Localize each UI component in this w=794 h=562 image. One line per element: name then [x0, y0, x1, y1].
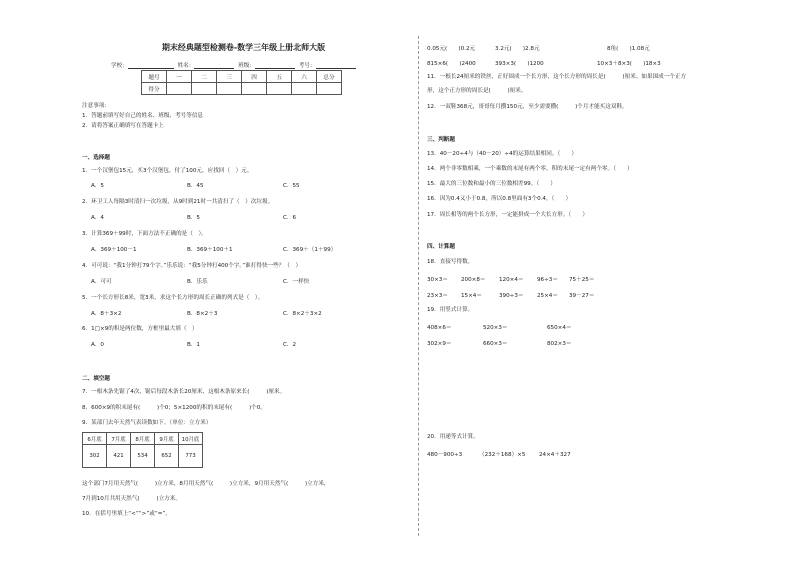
gas-cell: 302: [83, 445, 107, 468]
option[interactable]: A．369＋100－1: [91, 247, 137, 253]
calc-item: 39－27＝: [569, 293, 595, 299]
question-20: 20．用递等式计算。: [427, 434, 479, 440]
section-calc-heading: 四、计算题: [427, 244, 455, 250]
question-4: 4．可可说：“我1分钟打79个字。”乐乐说：“我5分钟打400个字。”谁打得快一些？（ ）: [82, 263, 302, 269]
gas-cell: 9月底: [155, 433, 179, 445]
question-2: 2．环卫工人每隔3时清扫一次垃圾，从9时到21时一共清扫了（ ）次垃圾。: [82, 199, 274, 205]
section-choice-heading: 一、选择题: [82, 155, 110, 161]
section-fill-heading: 二、填空题: [82, 376, 110, 382]
question-11-line-b: 形，这个正方形的周长是( )厘米。: [427, 88, 527, 94]
question-17: 17．周长相等的两个长方形，一定能拼成一个大长方形。（ ）: [427, 212, 588, 218]
gas-cell: 421: [107, 445, 131, 468]
name-field[interactable]: [194, 62, 234, 69]
score-cell: 五: [267, 71, 292, 83]
school-field[interactable]: [128, 62, 174, 69]
score-cell: 得分: [142, 83, 167, 95]
option[interactable]: C．8×2＋3×2: [283, 311, 322, 317]
gas-cell: 534: [131, 445, 155, 468]
compare-item: 10×3＋8×3( )18×3: [597, 61, 661, 67]
calc-item: 520×3＝: [483, 325, 508, 331]
calc-item: 660×3＝: [483, 341, 508, 347]
score-input[interactable]: [167, 83, 192, 95]
gas-month-row: [83, 433, 203, 445]
gas-cell: 773: [179, 445, 203, 468]
option[interactable]: A．可可: [91, 279, 112, 285]
name-label: 姓名：: [177, 63, 195, 69]
score-input[interactable]: [192, 83, 217, 95]
score-value-row: [142, 83, 342, 95]
calc-item: 408×6＝: [427, 325, 452, 331]
compare-item: 3.2元( )2.8元: [495, 46, 540, 52]
exam-no-field[interactable]: [316, 62, 356, 69]
calc-item: 24×4＋327: [539, 452, 571, 458]
option[interactable]: B．乐乐: [187, 279, 208, 285]
gas-cell: 652: [155, 445, 179, 468]
option[interactable]: B．5: [187, 215, 200, 221]
calc-item: 15×4＝: [461, 293, 482, 299]
question-10: 10．在括号里填上“<”“>”或“=”。: [82, 511, 171, 517]
calc-item: 30×3＝: [427, 277, 448, 283]
score-input[interactable]: [217, 83, 242, 95]
question-1: 1．一个汉堡包15元，买3个汉堡包，付了100元，应找回（ ）元。: [82, 168, 253, 174]
question-3: 3．计算369＋99时，下面方法不正确的是（ ）。: [82, 231, 207, 237]
score-cell: 三: [217, 71, 242, 83]
compare-item: 393×3( )1200: [495, 61, 544, 67]
column-divider: [418, 36, 419, 536]
question-5: 5．一个长方形长8米，宽3米，求这个长方形的周长正确的列式是（ ）。: [82, 295, 264, 301]
question-7: 7．一根木条先锯了4次，锯后每段木条长20厘米，这根木条原来长( )厘米。: [82, 389, 286, 395]
calc-item: 23×3＝: [427, 293, 448, 299]
question-19: 19．用竖式计算。: [427, 307, 474, 313]
score-header-row: [142, 71, 342, 83]
score-cell: 总分: [317, 71, 342, 83]
compare-item: 0.05元( )0.2元: [427, 46, 476, 52]
compare-item: 815×6( )2400: [427, 61, 476, 67]
calc-item: 75＋25＝: [569, 277, 595, 283]
left-column: [76, 0, 411, 562]
option[interactable]: C．2: [283, 342, 297, 348]
option[interactable]: A．4: [91, 215, 104, 221]
compare-item: 8角( )1.08元: [607, 46, 650, 52]
calc-item: 25×4＝: [537, 293, 558, 299]
question-6: 6．1□×9的积是两位数，方框里最大填（ ）: [82, 326, 198, 332]
question-8: 8．600×9的积末尾有( )个0；5×1200的积的末尾有( )个0。: [82, 405, 266, 411]
option[interactable]: A．0: [91, 342, 104, 348]
school-label: 学校：: [111, 63, 128, 69]
note-1: 1．答题前填写好自己的姓名、班级、考号等信息: [82, 113, 204, 119]
calc-item: 802×3＝: [547, 341, 572, 347]
calc-item: 480－900÷3: [427, 452, 463, 458]
question-12: 12．一双鞋368元，哥哥每月攒150元，至少需要攒( )个月才能买这双鞋。: [427, 104, 628, 110]
calc-item: 96÷3＝: [537, 277, 558, 283]
question-9: 9．某部门去年天然气表读数如下。（单位：立方米）: [82, 420, 212, 426]
class-label: 班级：: [238, 63, 255, 69]
calc-item: 200×8＝: [461, 277, 486, 283]
question-16: 16．因为0.4又小于0.8，所以0.8里面有3个0.4。（ ）: [427, 196, 572, 202]
option[interactable]: C．一样快: [283, 279, 310, 285]
calc-item: 120×4＝: [499, 277, 524, 283]
score-input[interactable]: [267, 83, 292, 95]
question-13: 13．40－20÷4与（40－20）÷4的运算结果相同。（ ）: [427, 151, 577, 157]
exam-no-label: 考号：: [298, 63, 316, 69]
option[interactable]: A．8＋3×2: [91, 311, 122, 317]
option[interactable]: B．45: [187, 183, 204, 189]
score-input[interactable]: [292, 83, 317, 95]
calc-item: （232＋168）×5: [479, 452, 526, 458]
section-judge-heading: 三、判断题: [427, 137, 455, 143]
gas-cell: 8月底: [131, 433, 155, 445]
calc-item: 302×9＝: [427, 341, 452, 347]
score-cell: 二: [192, 71, 217, 83]
gas-cell: 10月底: [179, 433, 203, 445]
score-input[interactable]: [317, 83, 342, 95]
page-title: 期末经典题型检测卷-数学三年级上册北师大版: [161, 43, 326, 52]
question-9-line-b: 7月到10月共用天然气( )立方米。: [82, 496, 181, 502]
class-field[interactable]: [255, 62, 295, 69]
option[interactable]: C．6: [283, 215, 297, 221]
question-11-line-a: 11．一根长24厘米的铁丝，正好围成一个长方形，这个长方形的周长是( )厘米。如果围成一个正方: [427, 74, 687, 80]
gas-meter-table: [82, 432, 203, 468]
notes-heading: 注意事项：: [82, 103, 110, 109]
question-9-line-a: 这个部门7月用天然气( )立方米，8月用天然气( )立方米，9月用天然气( )立方米，: [82, 481, 330, 487]
question-18: 18．直接写得数。: [427, 259, 474, 265]
gas-cell: 7月底: [107, 433, 131, 445]
note-2: 2．请将答案正确填写在答题卡上: [82, 123, 164, 129]
option[interactable]: A．5: [91, 183, 104, 189]
question-15: 15．最大的三位数和最小的三位数相差99。（ ）: [427, 181, 556, 187]
score-table: [141, 70, 342, 95]
gas-cell: 6月底: [83, 433, 107, 445]
score-cell: 四: [242, 71, 267, 83]
option[interactable]: C．55: [283, 183, 300, 189]
score-input[interactable]: [242, 83, 267, 95]
option[interactable]: B．1: [187, 342, 200, 348]
score-cell: 题号: [142, 71, 167, 83]
option[interactable]: C．369＋（1＋99）: [283, 247, 337, 253]
student-info-line: [111, 61, 358, 69]
right-column: [427, 0, 767, 562]
gas-reading-row: [83, 445, 203, 468]
calc-item: 650×4＝: [547, 325, 572, 331]
calc-item: 390÷3＝: [499, 293, 524, 299]
option[interactable]: B．369＋100＋1: [187, 247, 233, 253]
option[interactable]: B．8×2＋3: [187, 311, 218, 317]
question-14: 14．两个非零数相乘，一个乘数的末尾有两个零，积的末尾一定有两个零。（ ）: [427, 166, 633, 172]
score-cell: 六: [292, 71, 317, 83]
score-cell: 一: [167, 71, 192, 83]
